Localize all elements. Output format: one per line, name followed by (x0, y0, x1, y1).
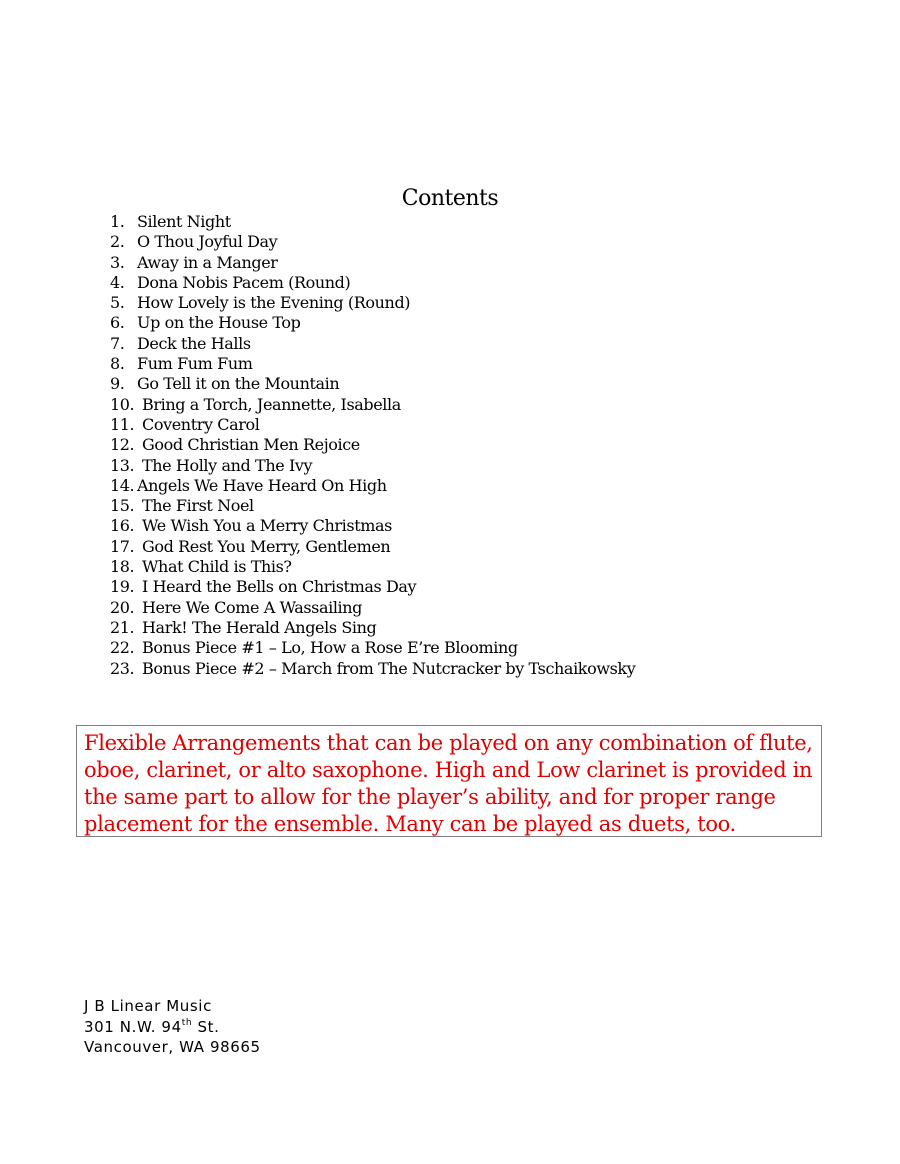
list-item-label: Fum Fum Fum (137, 354, 253, 374)
list-item (110, 273, 635, 293)
page-title: Contents (401, 186, 499, 211)
list-item-number: 12. (110, 435, 135, 455)
list-item (110, 374, 635, 394)
list-item-number: 4. (110, 272, 125, 292)
list-item-number: 9. (110, 374, 125, 394)
publisher-city: Vancouver, WA 98665 (84, 1038, 261, 1056)
list-item-label: Bring a Torch, Jeannette, Isabella (142, 394, 401, 414)
list-item-number: 5. (110, 293, 125, 313)
list-item (110, 537, 635, 557)
list-item-label: Silent Night (137, 212, 231, 231)
list-item (110, 313, 635, 333)
list-item-number: 19. (110, 577, 135, 597)
list-item-number: 16. (110, 516, 135, 536)
info-box (76, 725, 822, 837)
list-item-number: 22. (110, 638, 135, 658)
list-item-label: Good Christian Men Rejoice (142, 435, 360, 455)
list-item (110, 354, 635, 374)
list-item-label: Deck the Halls (137, 333, 251, 353)
list-item-number: 2. (110, 232, 125, 252)
list-item-number: 17. (110, 536, 135, 556)
list-item-number: 7. (110, 333, 125, 353)
street-ordinal-suffix: th (181, 1017, 193, 1028)
list-item-label: The Holly and The Ivy (142, 455, 313, 475)
list-item (110, 293, 635, 313)
list-item (110, 395, 635, 415)
list-item-number: 20. (110, 597, 135, 617)
list-item (110, 516, 635, 536)
list-item-label: What Child is This? (142, 557, 292, 577)
list-item-number: 13. (110, 455, 135, 475)
list-item (110, 415, 635, 435)
list-item (110, 618, 635, 638)
list-item-number: 3. (110, 252, 125, 272)
list-item-number: 11. (110, 414, 135, 434)
list-item-number: 1. (110, 212, 125, 231)
list-item (110, 638, 635, 658)
list-item-number: 10. (110, 394, 135, 414)
list-item (110, 232, 635, 252)
list-item-label: We Wish You a Merry Christmas (142, 516, 392, 536)
publisher-address (84, 996, 261, 1058)
info-box-text: Flexible Arrangements that can be played on any combination of flute, oboe, clarinet, or alto saxophone. High and Low clarinet is provided in the same part to allow for the player’s ability, and for proper range placement for the ensemble. Many can be played as duets, too. (84, 731, 813, 836)
list-item-number: 6. (110, 313, 125, 333)
list-item-label: Here We Come A Wassailing (142, 597, 363, 617)
contents-list (110, 212, 635, 679)
list-item-label: O Thou Joyful Day (137, 232, 278, 252)
list-item-label: Dona Nobis Pacem (Round) (137, 272, 351, 292)
list-item-label: God Rest You Merry, Gentlemen (142, 536, 391, 556)
list-item-number: 23. (110, 658, 135, 678)
list-item-label: Up on the House Top (137, 313, 301, 333)
list-item-label: Hark! The Herald Angels Sing (142, 617, 377, 637)
list-item (110, 435, 635, 455)
list-item-label: How Lovely is the Evening (Round) (137, 293, 411, 313)
list-item-number: 14. (110, 475, 135, 495)
list-item-label: Go Tell it on the Mountain (137, 374, 340, 394)
list-item (110, 496, 635, 516)
street-type: St. (192, 1017, 220, 1036)
list-item-label: The First Noel (142, 496, 254, 516)
publisher-street (84, 1017, 261, 1038)
list-item (110, 476, 635, 496)
list-item-label: Coventry Carol (142, 414, 260, 434)
list-item-label: Bonus Piece #1 – Lo, How a Rose E’re Blooming (142, 638, 518, 658)
list-item-label: Away in a Manger (137, 252, 278, 272)
list-item-label: Angels We Have Heard On High (137, 475, 387, 495)
list-item-number: 8. (110, 354, 125, 374)
list-item (110, 557, 635, 577)
street-number: 301 N.W. 94 (84, 1017, 182, 1036)
list-item (110, 212, 635, 232)
list-item (110, 456, 635, 476)
list-item-number: 21. (110, 617, 135, 637)
list-item (110, 253, 635, 273)
list-item-label: I Heard the Bells on Christmas Day (142, 577, 417, 597)
list-item (110, 334, 635, 354)
publisher-name: J B Linear Music (84, 997, 212, 1015)
list-item-label: Bonus Piece #2 – March from The Nutcracker by Tschaikowsky (142, 658, 636, 678)
list-item (110, 577, 635, 597)
list-item (110, 598, 635, 618)
list-item-number: 15. (110, 496, 135, 516)
list-item-number: 18. (110, 557, 135, 577)
list-item (110, 659, 635, 679)
